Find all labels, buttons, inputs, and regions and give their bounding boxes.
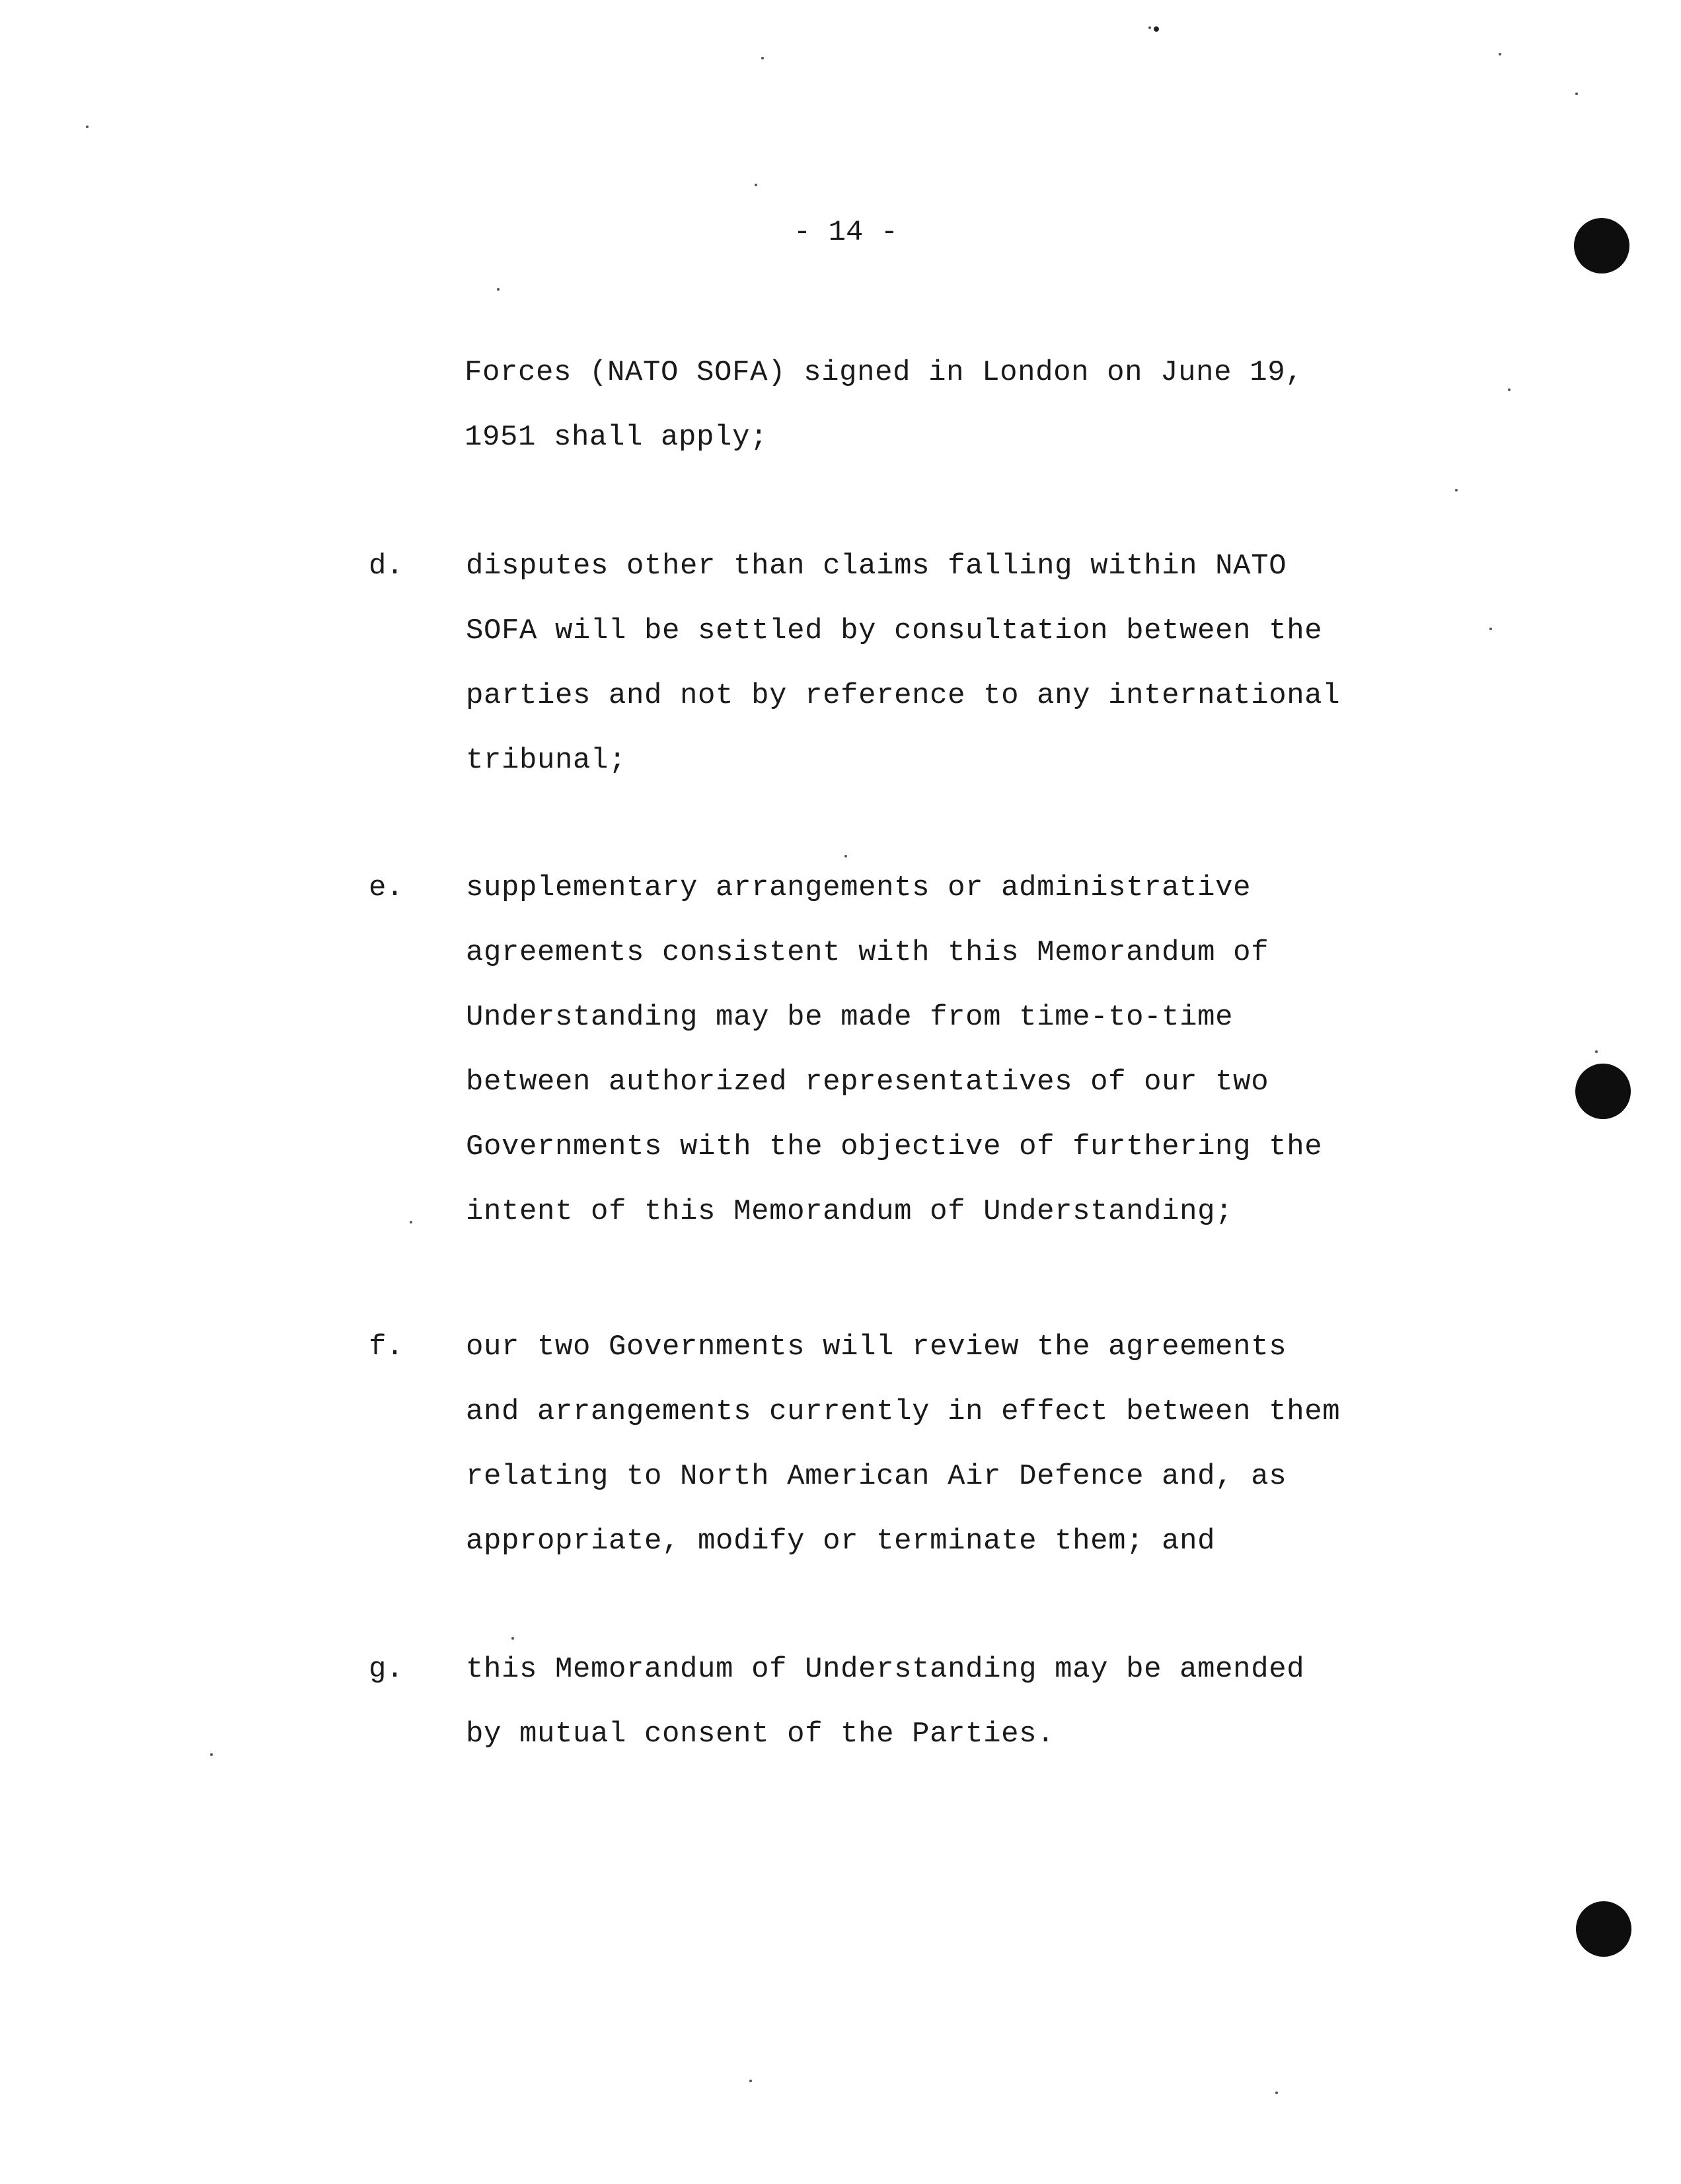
item-text xyxy=(466,1315,1503,1574)
scan-speck xyxy=(210,1753,213,1756)
scan-speck xyxy=(1455,489,1458,491)
text-line: intent of this Memorandum of Understanding; xyxy=(466,1195,1234,1228)
scan-speck xyxy=(410,1221,412,1223)
text-line: tribunal; xyxy=(466,744,627,777)
item-text xyxy=(466,855,1503,1244)
item-text xyxy=(466,1637,1503,1766)
text-line: by mutual consent of the Parties. xyxy=(466,1718,1055,1751)
text-line: SOFA will be settled by consultation between the xyxy=(466,614,1323,647)
punch-hole xyxy=(1576,1901,1631,1957)
item-letter: d. xyxy=(369,550,404,583)
scan-speck xyxy=(755,184,757,186)
text-line: between authorized representatives of our two xyxy=(466,1066,1269,1099)
text-line: supplementary arrangements or administrative xyxy=(466,871,1251,904)
scan-speck xyxy=(844,855,847,857)
text-line: Forces (NATO SOFA) signed in London on June 19, xyxy=(465,356,1304,389)
item-letter: g. xyxy=(369,1653,404,1686)
scan-speck xyxy=(1154,26,1159,32)
text-line: parties and not by reference to any international xyxy=(466,679,1341,712)
text-line: agreements consistent with this Memorandum of xyxy=(466,936,1269,969)
text-line: and arrangements currently in effect between them xyxy=(466,1395,1341,1428)
punch-hole xyxy=(1575,1064,1631,1119)
scan-speck xyxy=(497,288,500,291)
text-line: relating to North American Air Defence and, as xyxy=(466,1460,1287,1493)
text-line: 1951 shall apply; xyxy=(465,421,768,454)
punch-hole xyxy=(1574,218,1629,273)
item-text xyxy=(466,534,1503,793)
scan-speck xyxy=(511,1637,514,1640)
text-line: our two Governments will review the agreements xyxy=(466,1330,1287,1364)
scan-speck xyxy=(1275,2092,1278,2094)
continuation-paragraph xyxy=(465,340,1495,470)
scan-speck xyxy=(1595,1050,1598,1053)
scan-speck xyxy=(749,2080,752,2082)
item-letter: e. xyxy=(369,871,404,904)
scan-speck xyxy=(1575,92,1578,95)
text-line: disputes other than claims falling within NATO xyxy=(466,550,1287,583)
text-line: Governments with the objective of furthering the xyxy=(466,1130,1323,1163)
scan-speck xyxy=(1508,388,1511,391)
text-line: appropriate, modify or terminate them; and xyxy=(466,1525,1216,1558)
scan-speck xyxy=(86,126,89,128)
item-letter: f. xyxy=(369,1330,404,1364)
scan-speck xyxy=(1489,628,1492,630)
scan-speck xyxy=(761,57,764,59)
scan-speck xyxy=(1148,26,1151,29)
text-line: Understanding may be made from time-to-time xyxy=(466,1001,1234,1034)
scan-speck xyxy=(1499,53,1501,55)
text-line: this Memorandum of Understanding may be amended xyxy=(466,1653,1305,1686)
page-number: - 14 - xyxy=(793,216,899,249)
